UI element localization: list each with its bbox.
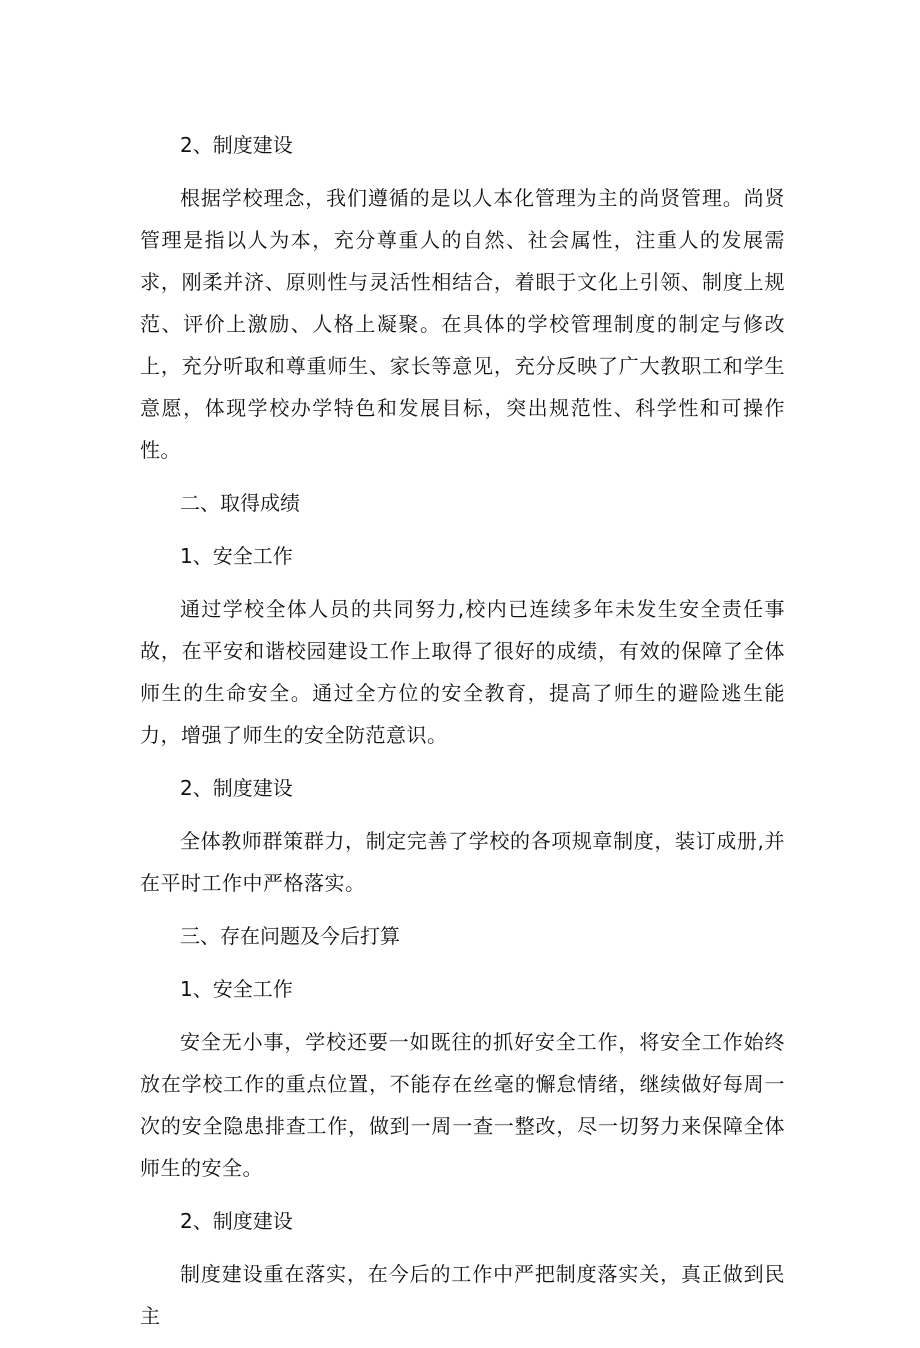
paragraph-system-plan: 制度建设重在落实，在今后的工作中严把制度落实关，真正做到民主 [140,1262,785,1328]
document-body [140,124,785,1348]
paragraph-safety-plan: 安全无小事，学校还要一如既往的抓好安全工作，将安全工作始终放在学校工作的重点位置，不能存在丝毫的懈怠情绪，继续做好每周一次的安全隐患排查工作，做到一周一查一整改，尽一切努力来保障全体师生的安全。 [140,1030,785,1180]
subheading-system-building: 2、制度建设 [180,776,293,800]
section-heading-problems-plans: 三、存在问题及今后打算 [180,924,400,948]
paragraph-management-philosophy: 根据学校理念，我们遵循的是以人本化管理为主的尚贤管理。尚贤管理是指以人为本，充分尊重人的自然、社会属性，注重人的发展需求，刚柔并济、原则性与灵活性相结合，着眼于文化上引领、制度上规范、评价上激励、人格上凝聚。在具体的学校管理制度的制定与修改上，充分听取和尊重师生、家长等意见，充分反映了广大教职工和学生意愿，体现学校办学特色和发展目标，突出规范性、科学性和可操作性。 [140,186,785,462]
subheading-safety-work-plan: 1、安全工作 [180,977,293,1001]
paragraph-system-achievements: 全体教师群策群力，制定完善了学校的各项规章制度，装订成册,并在平时工作中严格落实。 [140,829,785,895]
subheading-safety-work: 1、安全工作 [180,544,293,568]
subheading-system-building-plan: 2、制度建设 [180,1209,293,1233]
section-heading-achievements: 二、取得成绩 [180,491,300,515]
paragraph-safety-achievements: 通过学校全体人员的共同努力,校内已连续多年未发生安全责任事故，在平安和谐校园建设工作上取得了很好的成绩，有效的保障了全体师生的生命安全。通过全方位的安全教育，提高了师生的避险逃生能力，增强了师生的安全防范意识。 [140,597,785,747]
section-heading-system-building: 2、制度建设 [180,133,293,157]
